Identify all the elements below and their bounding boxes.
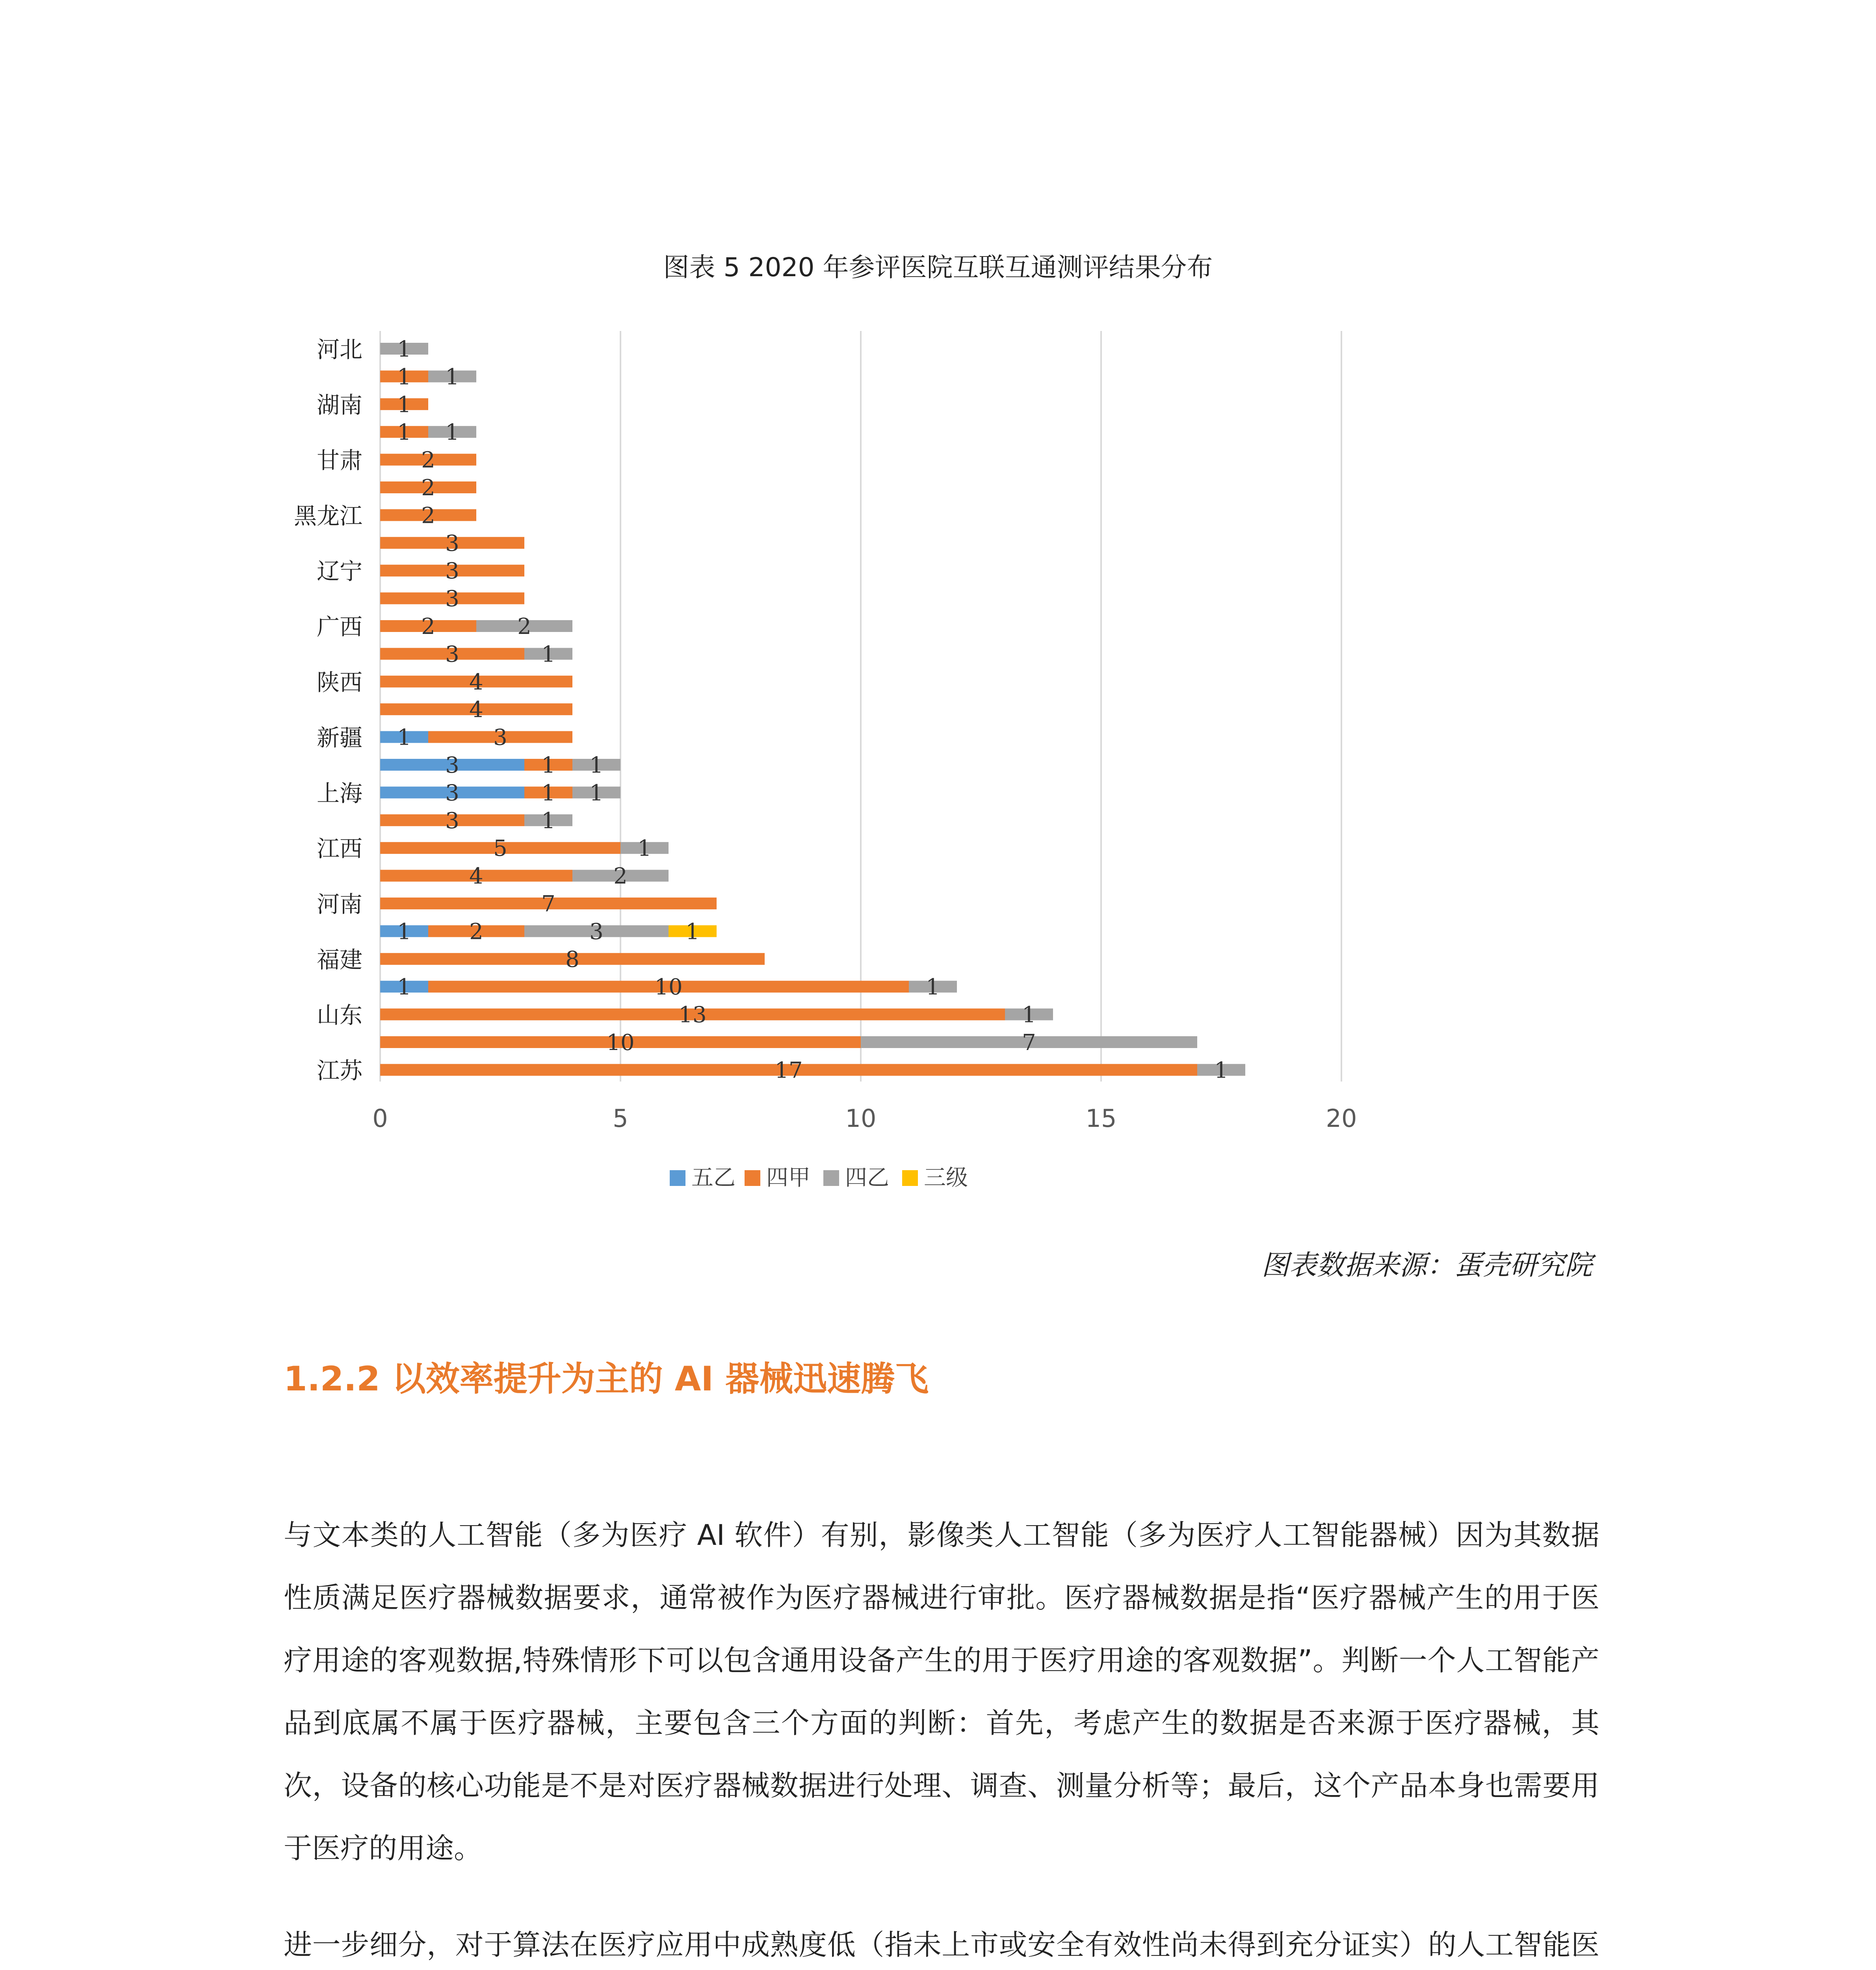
data-label: 7 — [541, 891, 555, 917]
data-label: 1 — [1022, 1002, 1036, 1028]
category-label: 山东 — [316, 1002, 362, 1029]
data-label: 1 — [541, 641, 555, 667]
data-label: 3 — [445, 780, 459, 806]
x-tick-label: 20 — [1326, 1104, 1357, 1133]
data-label: 1 — [397, 974, 411, 1000]
legend-label: 三级 — [924, 1165, 968, 1191]
data-label: 1 — [397, 392, 411, 418]
data-label: 3 — [445, 808, 459, 834]
category-label: 陕西 — [316, 669, 362, 696]
legend-label: 四乙 — [845, 1165, 889, 1191]
data-label: 2 — [421, 475, 435, 501]
x-tick-label: 10 — [845, 1104, 877, 1133]
data-label: 1 — [589, 753, 604, 778]
data-label: 4 — [469, 697, 483, 723]
x-tick-label: 0 — [372, 1104, 388, 1133]
data-label: 8 — [565, 946, 580, 972]
data-label: 1 — [541, 780, 555, 806]
data-label: 1 — [541, 808, 555, 834]
data-label: 1 — [397, 919, 411, 945]
data-label: 3 — [589, 919, 604, 945]
data-label: 1 — [397, 725, 411, 751]
category-label: 河南 — [316, 891, 362, 918]
data-label: 3 — [445, 558, 459, 584]
category-label: 上海 — [316, 780, 362, 807]
data-label: 13 — [678, 1002, 707, 1028]
data-label: 7 — [1022, 1030, 1036, 1056]
data-label: 2 — [421, 503, 435, 529]
category-label: 江苏 — [316, 1057, 362, 1084]
data-label: 1 — [397, 336, 411, 362]
category-label: 新疆 — [316, 724, 362, 751]
category-label: 广西 — [316, 613, 362, 640]
data-label: 3 — [445, 530, 459, 556]
data-label: 4 — [469, 863, 483, 889]
category-label: 江西 — [316, 835, 362, 862]
data-label: 10 — [654, 974, 683, 1000]
data-label: 5 — [493, 836, 507, 862]
category-label: 甘肃 — [316, 447, 362, 474]
legend-swatch — [823, 1170, 839, 1186]
data-label: 1 — [397, 364, 411, 390]
data-label: 2 — [469, 919, 483, 945]
data-label: 2 — [613, 863, 628, 889]
data-label: 1 — [541, 753, 555, 778]
legend-swatch — [902, 1170, 918, 1186]
data-label: 1 — [445, 364, 459, 390]
category-label: 河北 — [316, 336, 362, 363]
data-label: 3 — [445, 753, 459, 778]
x-tick-label: 5 — [613, 1104, 628, 1133]
paragraph-2: 进一步细分，对于算法在医疗应用中成熟度低（指未上市或安全有效性尚未得到充分证实）的人工智能医 — [284, 1928, 1599, 1961]
chart-title: 图表 5 2020 年参评医院互联互通测评结果分布 — [663, 252, 1213, 282]
chart-source: 图表数据来源：蛋壳研究院 — [1261, 1249, 1592, 1281]
category-label: 福建 — [316, 946, 362, 973]
data-label: 1 — [445, 420, 459, 446]
data-label: 2 — [421, 447, 435, 473]
category-label: 辽宁 — [316, 558, 362, 585]
data-label: 1 — [397, 420, 411, 446]
data-label: 1 — [1214, 1057, 1228, 1084]
data-label: 1 — [589, 780, 604, 806]
data-label: 10 — [606, 1030, 635, 1056]
data-label: 17 — [775, 1057, 803, 1084]
x-tick-label: 15 — [1085, 1104, 1117, 1133]
category-label: 黑龙江 — [293, 502, 362, 530]
legend-swatch — [745, 1170, 760, 1186]
data-label: 2 — [421, 614, 435, 639]
data-label: 4 — [469, 669, 483, 695]
legend-label: 四甲 — [766, 1165, 810, 1191]
data-label: 1 — [637, 836, 652, 862]
data-label: 1 — [926, 974, 940, 1000]
data-label: 1 — [685, 919, 700, 945]
data-label: 3 — [493, 725, 507, 751]
category-label: 湖南 — [316, 391, 362, 418]
data-label: 2 — [517, 614, 531, 639]
legend-swatch — [670, 1170, 685, 1186]
section-heading: 1.2.2 以效率提升为主的 AI 器械迅速腾飞 — [284, 1359, 929, 1399]
data-label: 3 — [445, 641, 459, 667]
data-label: 3 — [445, 586, 459, 612]
legend-label: 五乙 — [691, 1165, 736, 1191]
paragraph-1: 与文本类的人工智能（多为医疗 AI 软件）有别，影像类人工智能（多为医疗人工智能器械）因为其数据性质满足医疗器械数据要求，通常被作为医疗器械进行审批。医疗器械数据是指“医疗器械产生的用于医疗用途的客观数据,特殊情形下可以包含通用设备产生的用于医疗用途的客观数据”。判断一个人工智能产品到底属不属于医疗器械，主要包含三个方面的判断：首先，考虑产生的数据是否来源于医疗器械，其次，设备的核心功能是不是对医疗器械数据进行处理、调查、测量分析等；最后，这个产品本身也需要用于医疗的用途。 — [284, 1518, 1599, 1865]
